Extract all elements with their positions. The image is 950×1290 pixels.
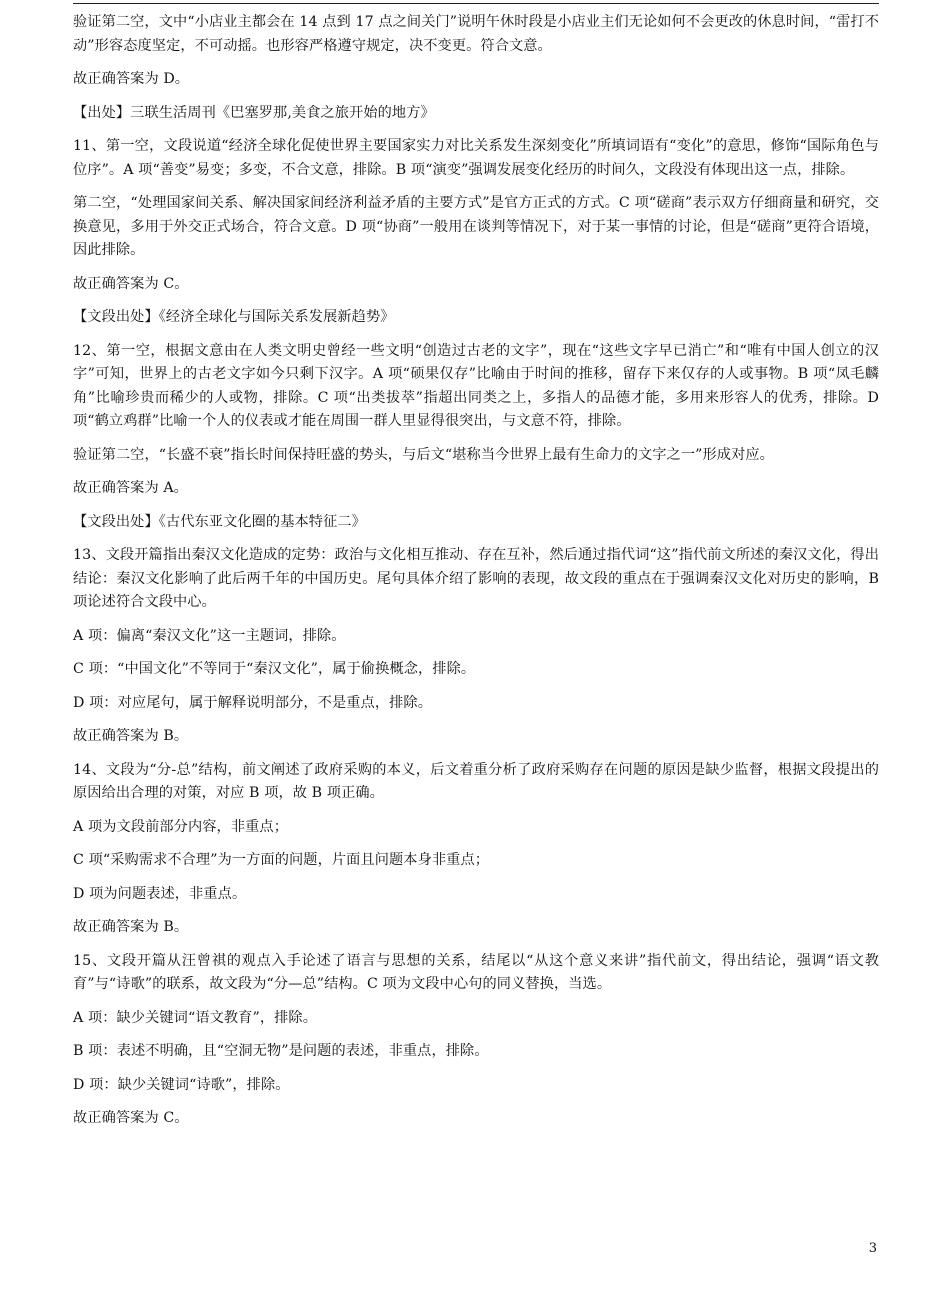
answer-line: 故正确答案为 B。 — [73, 919, 189, 935]
paragraph: 14、文段为“分-总”结构，前文阐述了政府采购的本义，后文着重分析了政府采购存在问题的原因是缺少监督，根据文段提出的原因给出合理的对策，对应 B 项，故 B 项正确。 — [73, 761, 879, 801]
option-note: A 项：偏离“秦汉文化”这一主题词，排除。 — [73, 627, 346, 644]
answer-line: 故正确答案为 D。 — [73, 71, 190, 87]
source-line: 【文段出处】《古代东亚文化圈的基本特征二》 — [73, 513, 366, 530]
answer-line: 故正确答案为 C。 — [73, 275, 189, 292]
paragraph: 第二空，“处理国家间关系、解决国家间经济利益矛盾的主要方式”是官方正式的方式。C 项“磋商”表示双方仔细商量和研究，交换意见，多用于外交正式场合，符合文意。D 项“协商”一般用在谈判等情况下，对于某一事情的讨论，但是“磋商”更符合语境，因此排除。 — [73, 195, 879, 258]
option-note: A 项：缺少关键词“语文教育”，排除。 — [73, 1009, 317, 1026]
paragraph: 11、第一空，文段说道“经济全球化促使世界主要国家实力对比关系发生深刻变化”所填词语有“变化”的意思，修饰“国际角色与位序”。A 项“善变”易变；多变，不合文意，排除。B 项“演变”强调发展变化经历的时间久，文段没有体现出这一点，排除。 — [73, 138, 879, 178]
document-body — [73, 11, 879, 1141]
paragraph: 12、第一空，根据文意由在人类文明史曾经一些文明“创造过古老的文字”，现在“这些文字早已消亡”和“唯有中国人创立的汉字”可知，世界上的古老文字如今只剩下汉字。A 项“硕果仅存”比喻由于时间的推移，留存下来仅存的人或事物。B 项“凤毛麟角”比喻珍贵而稀少的人或物，排除。C 项“出类拔萃”指超出同类之上，多指人的品德才能，多用来形容人的优秀，排除。D 项“鹤立鸡群”比喻一个人的仪表或才能在周围一群人里显得很突出，与文意不符，排除。 — [73, 342, 879, 429]
option-note: A 项为文段前部分内容，非重点； — [73, 818, 288, 835]
option-note: C 项“采购需求不合理”为一方面的问题，片面且问题本身非重点； — [73, 852, 490, 868]
source-line: 【出处】三联生活周刊《巴塞罗那,美食之旅开始的地方》 — [73, 104, 435, 121]
answer-line: 故正确答案为 B。 — [73, 728, 189, 744]
paragraph: 验证第二空，“长盛不衰”指长时间保持旺盛的势头，与后文“堪称当今世界上最有生命力的文字之一”形成对应。 — [73, 446, 774, 463]
page-number: 3 — [868, 1241, 877, 1256]
header-rule — [73, 3, 879, 4]
option-note: C 项：“中国文化”不等同于“秦汉文化”，属于偷换概念，排除。 — [73, 661, 476, 677]
source-line: 【文段出处】《经济全球化与国际关系发展新趋势》 — [73, 309, 395, 325]
option-note: D 项：对应尾句，属于解释说明部分，不是重点，排除。 — [73, 694, 432, 711]
option-note: B 项：表述不明确，且“空洞无物”是问题的表述，非重点，排除。 — [73, 1043, 489, 1059]
answer-line: 故正确答案为 A。 — [73, 480, 188, 496]
answer-line: 故正确答案为 C。 — [73, 1110, 189, 1126]
paragraph: 15、文段开篇从汪曾祺的观点入手论述了语言与思想的关系，结尾以“从这个意义来讲”指代前文，得出结论，强调“语文教育”与“诗歌”的联系，故文段为“分—总”结构。C 项为文段中心句的同义替换，当选。 — [73, 952, 879, 992]
paragraph: 验证第二空，文中“小店业主都会在 14 点到 17 点之间关门”说明午休时段是小店业主们无论如何不会更改的休息时间，“雷打不动”形容态度坚定，不可动摇。也形容严格遵守规定，决不变更。符合文意。 — [73, 14, 879, 54]
option-note: D 项为问题表述，非重点。 — [73, 885, 247, 902]
option-note: D 项：缺少关键词“诗歌”，排除。 — [73, 1076, 290, 1093]
paragraph: 13、文段开篇指出秦汉文化造成的定势：政治与文化相互推动、存在互补，然后通过指代词“这”指代前文所述的秦汉文化，得出结论：秦汉文化影响了此后两千年的中国历史。尾句具体介绍了影响的表现，故文段的重点在于强调秦汉文化对历史的影响，B 项论述符合文段中心。 — [73, 547, 879, 610]
